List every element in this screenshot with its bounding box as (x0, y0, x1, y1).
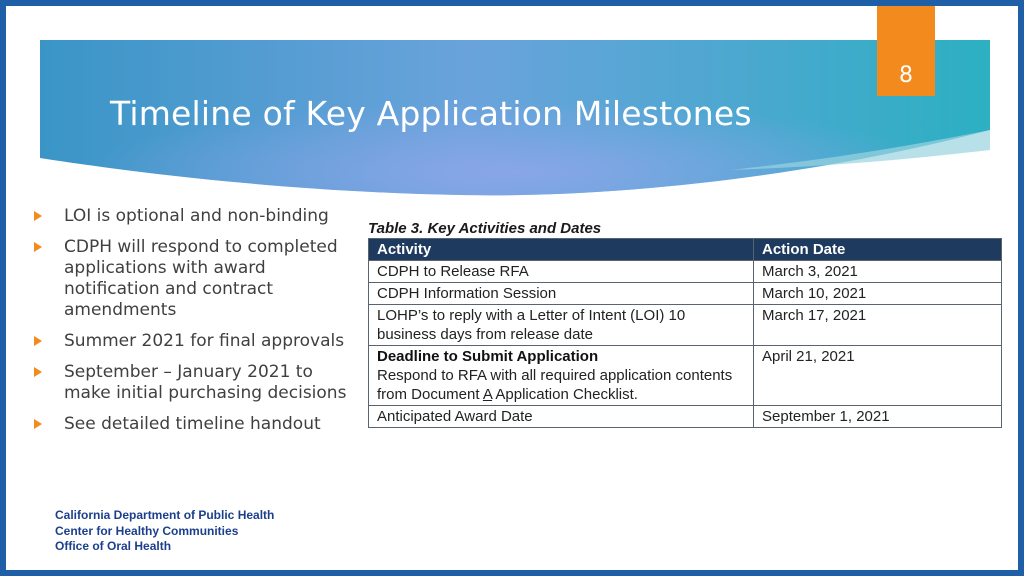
footer-organization (55, 508, 274, 555)
header-activity: Activity (369, 239, 754, 261)
key-activities-table (368, 238, 1002, 428)
footer-line: California Department of Public Health (55, 508, 275, 522)
table-row (369, 346, 1002, 406)
page-number-badge (877, 6, 935, 96)
bullet-arrow-icon (34, 367, 42, 377)
deadline-description: Respond to RFA with all required application contents from Document A Application Checklist. (377, 367, 733, 403)
document-reference: A (482, 386, 493, 403)
date-cell: March 17, 2021 (754, 305, 1002, 346)
page-number: 8 (899, 63, 913, 88)
activity-cell: LOHP’s to reply with a Letter of Intent (LOI) 10 business days from release date (369, 305, 754, 346)
activity-cell: Anticipated Award Date (369, 406, 754, 428)
header-action-date: Action Date (754, 239, 1002, 261)
table-row (369, 283, 1002, 305)
footer-line: Office of Oral Health (55, 539, 172, 553)
table-row (369, 261, 1002, 283)
date-cell: March 10, 2021 (754, 283, 1002, 305)
table-row (369, 406, 1002, 428)
bullet-item: September – January 2021 to make initial purchasing decisions (30, 362, 360, 404)
bullet-arrow-icon (34, 419, 42, 429)
bullet-item: CDPH will respond to completed applications with award notification and contract amendments (30, 237, 360, 321)
bullet-arrow-icon (34, 336, 42, 346)
date-cell: March 3, 2021 (754, 261, 1002, 283)
date-cell: April 21, 2021 (754, 346, 1002, 406)
table-header-row (369, 239, 1002, 261)
bullet-item: Summer 2021 for final approvals (30, 331, 360, 352)
bullet-list (30, 206, 360, 445)
bullet-item: See detailed timeline handout (30, 414, 360, 435)
table-row (369, 305, 1002, 346)
activity-cell: CDPH to Release RFA (369, 261, 754, 283)
slide-title: Timeline of Key Application Milestones (110, 94, 752, 133)
table-caption: Table 3. Key Activities and Dates (368, 220, 602, 237)
deadline-title: Deadline to Submit Application (377, 348, 599, 365)
bullet-item: LOI is optional and non-binding (30, 206, 360, 227)
bullet-arrow-icon (34, 211, 42, 221)
activity-cell: CDPH Information Session (369, 283, 754, 305)
date-cell: September 1, 2021 (754, 406, 1002, 428)
activity-cell (369, 346, 754, 406)
bullet-arrow-icon (34, 242, 42, 252)
footer-line: Center for Healthy Communities (55, 523, 239, 538)
